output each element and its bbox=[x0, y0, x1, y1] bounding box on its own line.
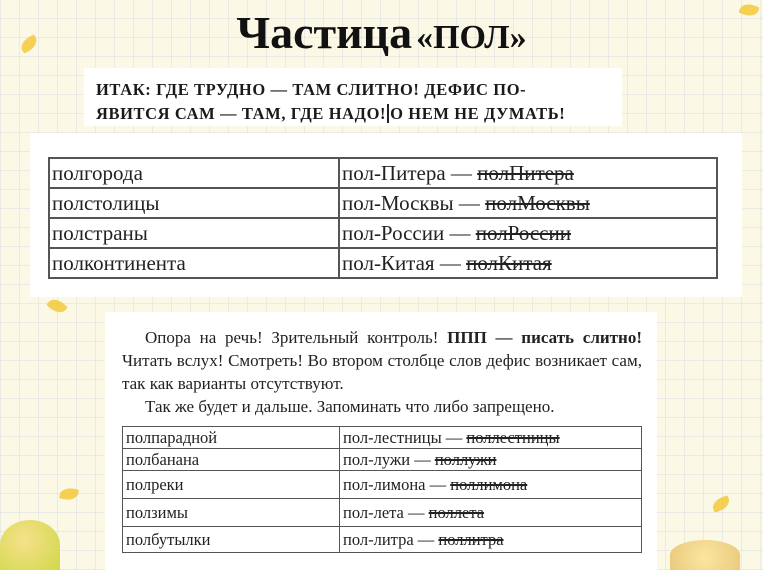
hyphen-form: пол-России — bbox=[342, 221, 471, 245]
table1 bbox=[48, 157, 718, 279]
table-cell: полгорода bbox=[49, 158, 339, 188]
rule-line-2 bbox=[96, 102, 616, 126]
table-cell bbox=[339, 218, 717, 248]
hyphen-form: пол-литра — bbox=[343, 529, 435, 549]
leaf-decoration bbox=[59, 487, 79, 502]
table-row bbox=[49, 158, 717, 188]
table-cell bbox=[339, 158, 717, 188]
bold-rule: ППП — писать слитно! bbox=[447, 328, 642, 347]
struck-form: поллета bbox=[428, 502, 485, 522]
table-row bbox=[49, 188, 717, 218]
hyphen-form: пол-лета — bbox=[343, 502, 425, 522]
title-particle: «ПОЛ» bbox=[416, 19, 527, 56]
hyphen-form: пол-лужи — bbox=[343, 449, 431, 469]
table-cell bbox=[340, 471, 642, 499]
hyphen-form: пол-лестницы — bbox=[343, 427, 463, 447]
table-row bbox=[123, 527, 642, 553]
title-word: Частица bbox=[236, 7, 413, 58]
flower-decoration bbox=[0, 520, 60, 570]
hyphen-form: пол-Москвы — bbox=[342, 191, 480, 215]
struck-form: полКитая bbox=[466, 251, 552, 275]
struck-form: поллимона bbox=[450, 474, 528, 494]
table-row bbox=[123, 449, 642, 471]
table-row bbox=[49, 218, 717, 248]
table-row bbox=[123, 499, 642, 527]
hyphen-form: пол-лимона — bbox=[343, 474, 447, 494]
table-cell: ползимы bbox=[123, 499, 340, 527]
flower-decoration bbox=[670, 540, 740, 570]
table-cell bbox=[340, 527, 642, 553]
struck-form: полПитера bbox=[477, 161, 574, 185]
table-cell: полбутылки bbox=[123, 527, 340, 553]
table-row bbox=[123, 471, 642, 499]
table-cell bbox=[340, 499, 642, 527]
table-cell bbox=[339, 248, 717, 278]
rule-line-1: ИТАК: ГДЕ ТРУДНО — ТАМ СЛИТНО! ДЕФИС ПО- bbox=[96, 80, 527, 99]
struck-form: поллитра bbox=[438, 529, 504, 549]
table-cell: полконтинента bbox=[49, 248, 339, 278]
table-cell: полбанана bbox=[123, 449, 340, 471]
hyphen-form: пол-Китая — bbox=[342, 251, 461, 275]
sentence-1: Опора на речь! Зрительный контроль! bbox=[145, 328, 439, 347]
struck-form: поллужи bbox=[434, 449, 497, 469]
table-cell bbox=[340, 427, 642, 449]
table-row bbox=[49, 248, 717, 278]
table-cell: полстолицы bbox=[49, 188, 339, 218]
rule-line-2b: О НЕМ НЕ ДУМАТЬ! bbox=[390, 104, 566, 123]
struck-form: поллестницы bbox=[466, 427, 560, 447]
table-row bbox=[123, 427, 642, 449]
rule-line-2a: ЯВИТСЯ САМ — ТАМ, ГДЕ НАДО! bbox=[96, 104, 387, 123]
page-title bbox=[0, 6, 763, 59]
leaf-decoration bbox=[46, 296, 68, 317]
text-cursor bbox=[387, 104, 389, 123]
table-cell bbox=[339, 188, 717, 218]
struck-form: полМосквы bbox=[485, 191, 590, 215]
table-cell bbox=[340, 449, 642, 471]
paragraph-2: Так же будет и дальше. Запоминать что либо запрещено. bbox=[145, 397, 555, 416]
paragraph-1 bbox=[122, 326, 642, 395]
sentence-2: Читать вслух! Смотреть! Во втором столбце слов дефис возникает сам, так как варианты отсутствуют. bbox=[122, 351, 642, 393]
leaf-decoration bbox=[710, 495, 731, 512]
table-cell: полреки bbox=[123, 471, 340, 499]
table-cell: полстраны bbox=[49, 218, 339, 248]
table2 bbox=[122, 426, 642, 553]
struck-form: полРоссии bbox=[475, 221, 571, 245]
hyphen-form: пол-Питера — bbox=[342, 161, 472, 185]
table-cell: полпарадной bbox=[123, 427, 340, 449]
instruction-paragraph bbox=[122, 326, 642, 418]
rule-text bbox=[96, 78, 616, 126]
